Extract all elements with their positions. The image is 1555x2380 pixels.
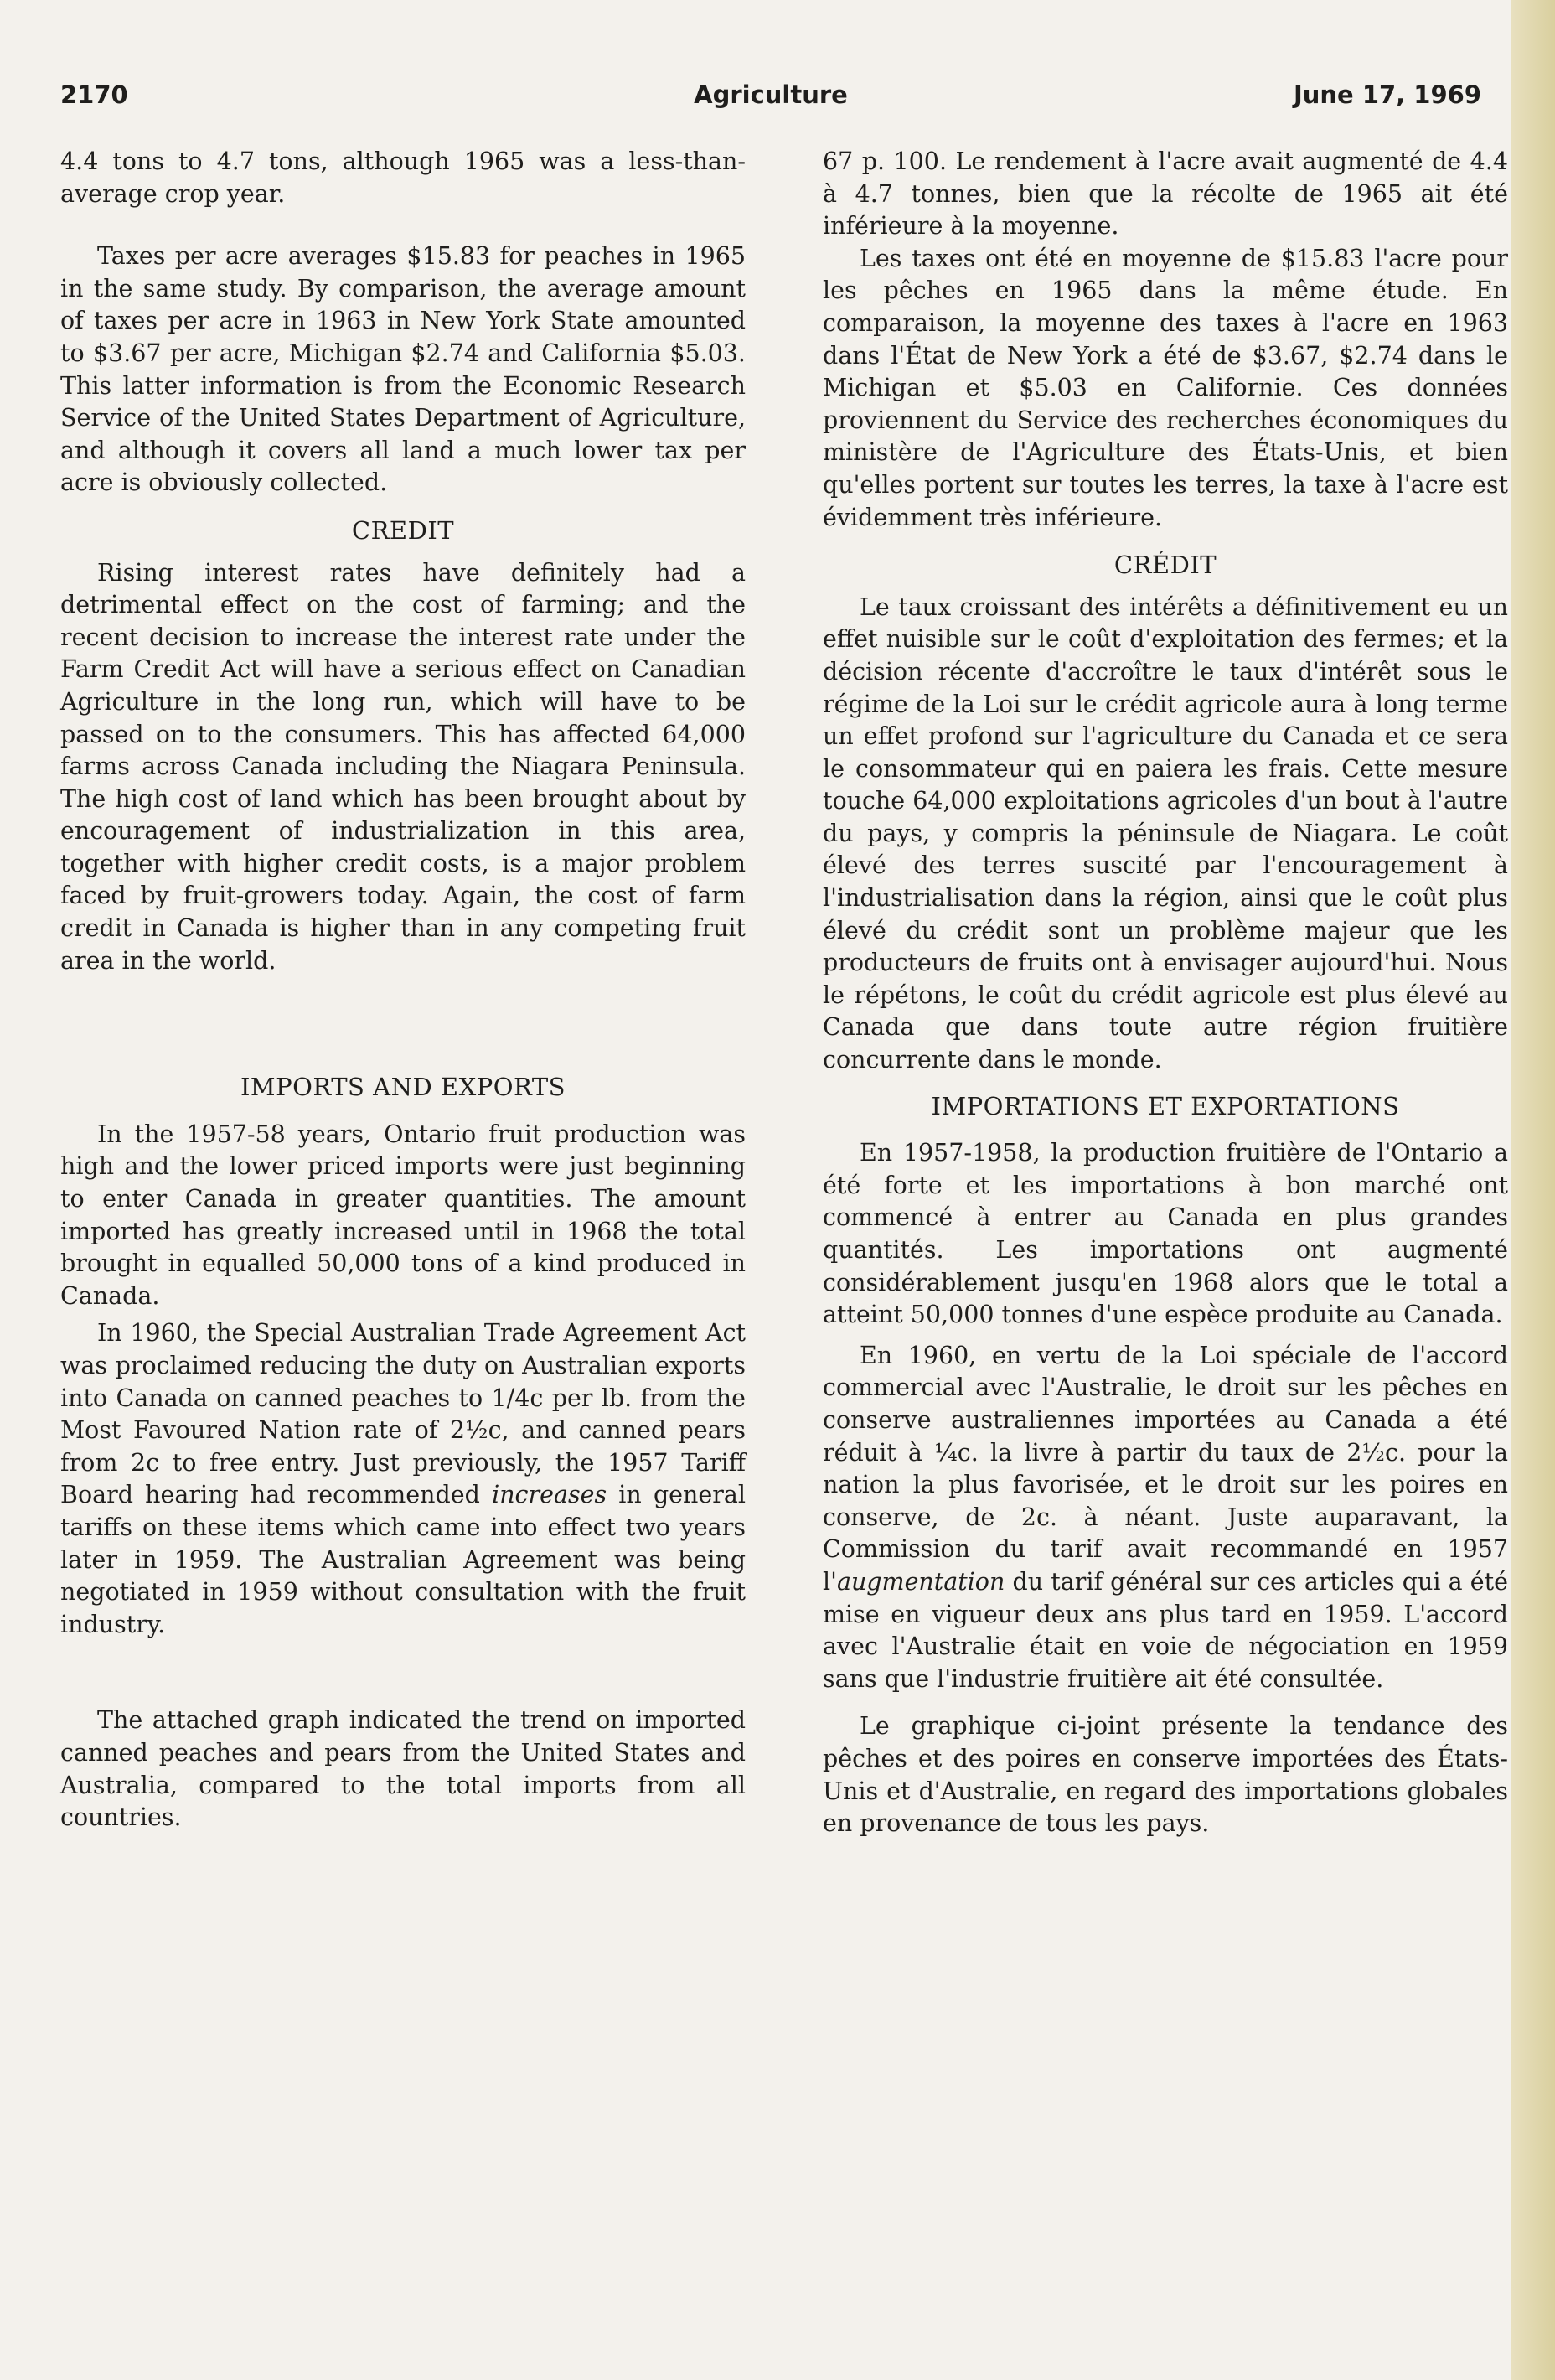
fr-taxes-paragraph: Les taxes ont été en moyenne de $15.83 l'acre pour les pêches en 1965 dans la même étude. En comparaison, la moyenne des taxes à l'acre en 1963 dans l'État de New York a été de $3.67, $2.74 dans le Michigan et $5.03 en Californie. Ces données proviennent du Service des recherches économiques du ministère de l'Agriculture des États-Unis, et bien qu'elles portent sur toutes les terres, la taxe à l'acre est évidemment très inférieure. [823, 244, 1508, 531]
page-header [60, 80, 1481, 121]
en-imports-paragraph-2 [60, 1317, 746, 1641]
fr-graph-paragraph: Le graphique ci-joint présente la tendance des pêches et des poires en conserve importées des États-Unis et d'Australie, en regard des importations globales en provenance de tous les pays. [823, 1712, 1508, 1838]
en-intro-paragraph: 4.4 tons to 4.7 tons, although 1965 was a less-than-average crop year. [60, 147, 746, 208]
en-graph-paragraph: The attached graph indicated the trend on imported canned peaches and pears from the United States and Australia, compared to the total imports from all countries. [60, 1706, 746, 1832]
en-taxes-paragraph: Taxes per acre averages $15.83 for peaches in 1965 in the same study. By comparison, the average amount of taxes per acre in 1963 in New York State amounted to $3.67 per acre, Michigan $2.74 and California $5.03. This latter information is from the Economic Research Service of the United States Department of Agriculture, and although it covers all land a much lower tax per acre is obviously collected. [60, 242, 746, 497]
english-column [60, 146, 746, 1834]
en-imports-paragraph-1: In the 1957-58 years, Ontario fruit production was high and the lower priced imports were just beginning to enter Canada in greater quantities. The amount imported has greatly increased until in 1968 the total brought in equalled 50,000 tons of a kind produced in Canada. [60, 1120, 746, 1310]
en-imports-2-part-a: In 1960, the Special Australian Trade Agreement Act was proclaimed reducing the duty on Australian exports into Canada on canned peaches to 1/4c per lb. from the Most Favoured Nation rate of 2½c, and canned pears from 2c to free entry. Just previously, the 1957 Tariff Board hearing had recommended [60, 1319, 746, 1509]
fr-imports-2-part-a: En 1960, en vertu de la Loi spéciale de l'accord commercial avec l'Australie, le droit sur les pêches en conserve australiennes importées au Canada a été réduit à ¼c. la livre à partir du taux de 2½c. pour la nation la plus favorisée, et le droit sur les poires en conserve, de 2c. à néant. Juste auparavant, la Commission du tarif avait recommandé en 1957 l' [823, 1341, 1508, 1596]
page-edge [1511, 0, 1555, 2380]
en-imports-2-emphasis: increases [492, 1481, 607, 1509]
fr-imports-2-part-b: du tarif général sur ces articles qui a été mise en vigueur deux ans plus tard en 1959. L'accord avec l'Australie était en voie de négociation en 1959 sans que l'industrie fruitière ait été consultée. [823, 1567, 1508, 1693]
page-date: June 17, 1969 [1293, 80, 1481, 109]
fr-credit-paragraph: Le taux croissant des intérêts a définitivement eu un effet nuisible sur le coût d'exploitation des fermes; et la décision récente d'accroître le taux d'intérêt sous le régime de la Loi sur le crédit agricole aura à long terme un effet profond sur l'agriculture du Canada et ce sera le consommateur qui en paiera les frais. Cette mesure touche 64,000 exploitations agricoles d'un bout à l'autre du pays, y compris la péninsule de Niagara. Le coût élevé des terres suscité par l'encouragement à l'industrialisation dans la région, ainsi que le coût plus élevé du crédit sont un problème majeur que les producteurs de fruits ont à envisager aujourd'hui. Nous le répétons, le coût du crédit agricole est plus élevé au Canada que dans toute autre région fruitière concurrente dans le monde. [823, 592, 1508, 1074]
fr-intro-paragraph: 67 p. 100. Le rendement à l'acre avait augmenté de 4.4 à 4.7 tonnes, bien que la récolte de 1965 ait été inférieure à la moyenne. [823, 147, 1508, 241]
en-imports-heading: IMPORTS AND EXPORTS [240, 1073, 566, 1102]
running-title: Agriculture [694, 80, 848, 109]
fr-imports-paragraph-1: En 1957-1958, la production fruitière de l'Ontario a été forte et les importations à bon marché ont commencé à entrer au Canada en plus grandes quantités. Les importations ont augmenté considérablement jusqu'en 1968 alors que le total a atteint 50,000 tonnes d'une espèce produite au Canada. [823, 1139, 1508, 1329]
en-credit-paragraph: Rising interest rates have definitely had a detrimental effect on the cost of farming; and the recent decision to increase the interest rate under the Farm Credit Act will have a serious effect on Canadian Agriculture in the long run, which will have to be passed on to the consumers. This has affected 64,000 farms across Canada including the Niagara Peninsula. The high cost of land which has been brought about by encouragement of industrialization in this area, together with higher credit costs, is a major problem faced by fruit-growers today. Again, the cost of farm credit in Canada is higher than in any competing fruit area in the world. [60, 558, 746, 975]
fr-imports-heading: IMPORTATIONS ET EXPORTATIONS [931, 1091, 1400, 1120]
french-column [823, 146, 1508, 1840]
en-imports-2-part-b: in general tariffs on these items which came into effect two years later in 1959. The Australian Agreement was being negotiated in 1959 without consultation with the fruit industry. [60, 1481, 747, 1638]
fr-imports-2-emphasis: augmentation [836, 1567, 1005, 1596]
en-credit-heading: CREDIT [351, 515, 455, 545]
page-number: 2170 [60, 80, 128, 109]
fr-imports-paragraph-2 [823, 1340, 1508, 1696]
fr-credit-heading: CRÉDIT [1113, 551, 1217, 580]
